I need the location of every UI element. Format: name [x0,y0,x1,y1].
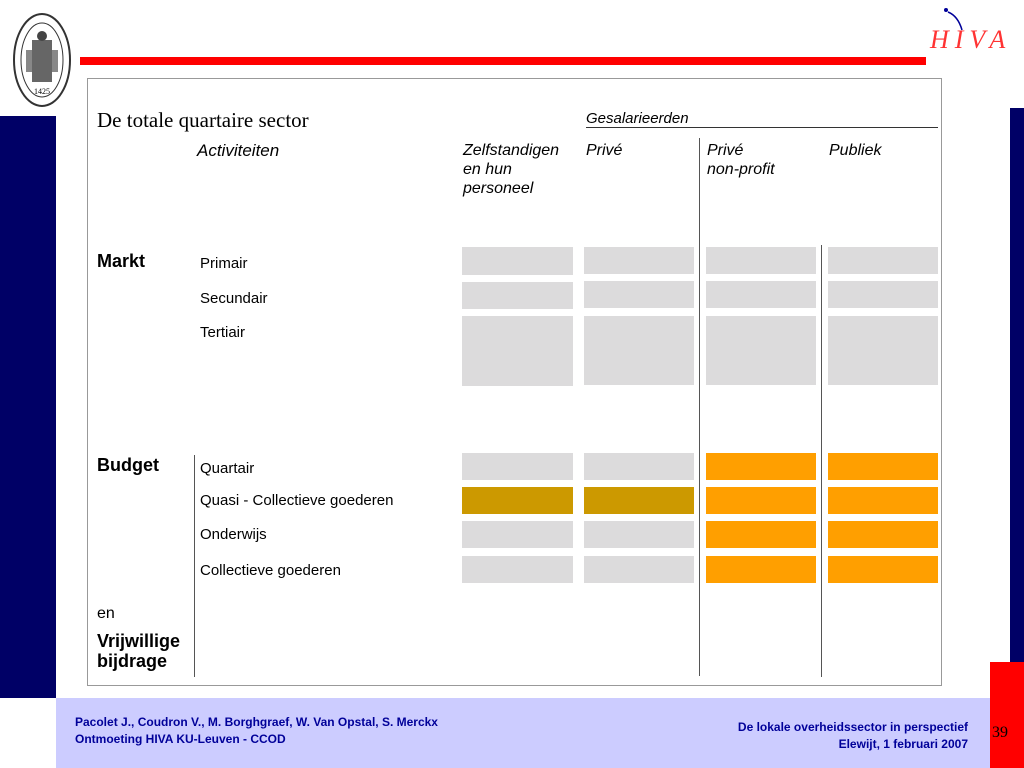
cell-collectieve-zelfstandigen [462,556,573,583]
cell-onderwijs-prive [584,521,694,548]
cell-collectieve-prive-np [706,556,816,583]
col-header-zelfstandigen [463,141,559,198]
left-accent-bar [0,116,56,698]
seal-year: 1425 [34,87,50,96]
header-red-line [80,57,926,65]
row-label-quartair: Quartair [200,460,255,477]
col-header-line: personeel [463,180,534,197]
cell-quasi-prive [584,487,694,514]
cell-quasi-zelfstandigen [462,487,573,514]
col-header-line: Zelfstandigen [463,142,560,159]
col-header-line: Privé [707,142,744,159]
cell-collectieve-publiek [828,556,938,583]
corner-accent [990,662,1024,768]
row-label-secundair: Secundair [200,290,268,307]
cell-secundair-publiek [828,281,938,308]
row-label-quasi-collectieve: Quasi - Collectieve goederen [200,492,394,509]
cell-primair-prive-np [706,247,816,274]
cell-onderwijs-prive-np [706,521,816,548]
cell-tertiair-prive-np [706,316,816,385]
cell-secundair-prive-np [706,281,816,308]
col-header-publiek: Publiek [829,142,882,159]
right-accent-bar [1010,108,1024,662]
hiva-logo [928,4,1018,68]
category-en: en [97,605,115,622]
cell-tertiair-prive [584,316,694,385]
row-label-onderwijs: Onderwijs [200,526,267,543]
col-header-prive-np [707,141,775,179]
col-header-line: non-profit [707,161,775,178]
footer-line: Elewijt, 1 februari 2007 [838,737,968,751]
slide-title: De totale quartaire sector [97,108,309,132]
row-label-tertiair: Tertiair [200,324,246,341]
page-number: 39 [992,724,1008,741]
category-budget: Budget [97,455,159,475]
cell-secundair-zelfstandigen [462,282,573,309]
cell-tertiair-publiek [828,316,938,385]
cell-primair-zelfstandigen [462,247,573,275]
footer-event [738,719,968,753]
footer-line: Pacolet J., Coudron V., M. Borghgraef, W. Van Opstal, S. Merckx [75,715,438,729]
cell-quartair-prive-np [706,453,816,480]
budget-separator-line [194,455,195,677]
cell-quasi-prive-np [706,487,816,514]
salaried-separator-line [699,138,700,676]
category-line: bijdrage [97,651,168,671]
category-markt: Markt [97,251,146,271]
employees-group-heading: Gesalarieerden [586,110,689,127]
cell-primair-prive [584,247,694,274]
cell-collectieve-prive [584,556,694,583]
activities-heading: Activiteiten [197,141,280,160]
cell-quartair-zelfstandigen [462,453,573,480]
row-label-collectieve: Collectieve goederen [200,562,341,579]
footer-authors [75,714,438,748]
public-separator-line [821,245,822,677]
category-line: Vrijwillige [97,631,181,651]
cell-onderwijs-publiek [828,521,938,548]
cell-quasi-publiek [828,487,938,514]
col-header-line: en hun [463,161,512,178]
cell-tertiair-zelfstandigen [462,316,573,386]
footer-line: Ontmoeting HIVA KU-Leuven - CCOD [75,732,286,746]
university-seal-logo [12,12,72,108]
cell-primair-publiek [828,247,938,274]
footer-line: De lokale overheidssector in perspectief [737,720,968,734]
row-label-primair: Primair [200,255,248,272]
cell-secundair-prive [584,281,694,308]
cell-quartair-prive [584,453,694,480]
cell-onderwijs-zelfstandigen [462,521,573,548]
category-vrijwillige [97,631,180,671]
col-header-prive: Privé [586,142,623,159]
hiva-wordmark: HIVA [930,25,1012,54]
cell-quartair-publiek [828,453,938,480]
employees-group-underline [586,127,938,128]
